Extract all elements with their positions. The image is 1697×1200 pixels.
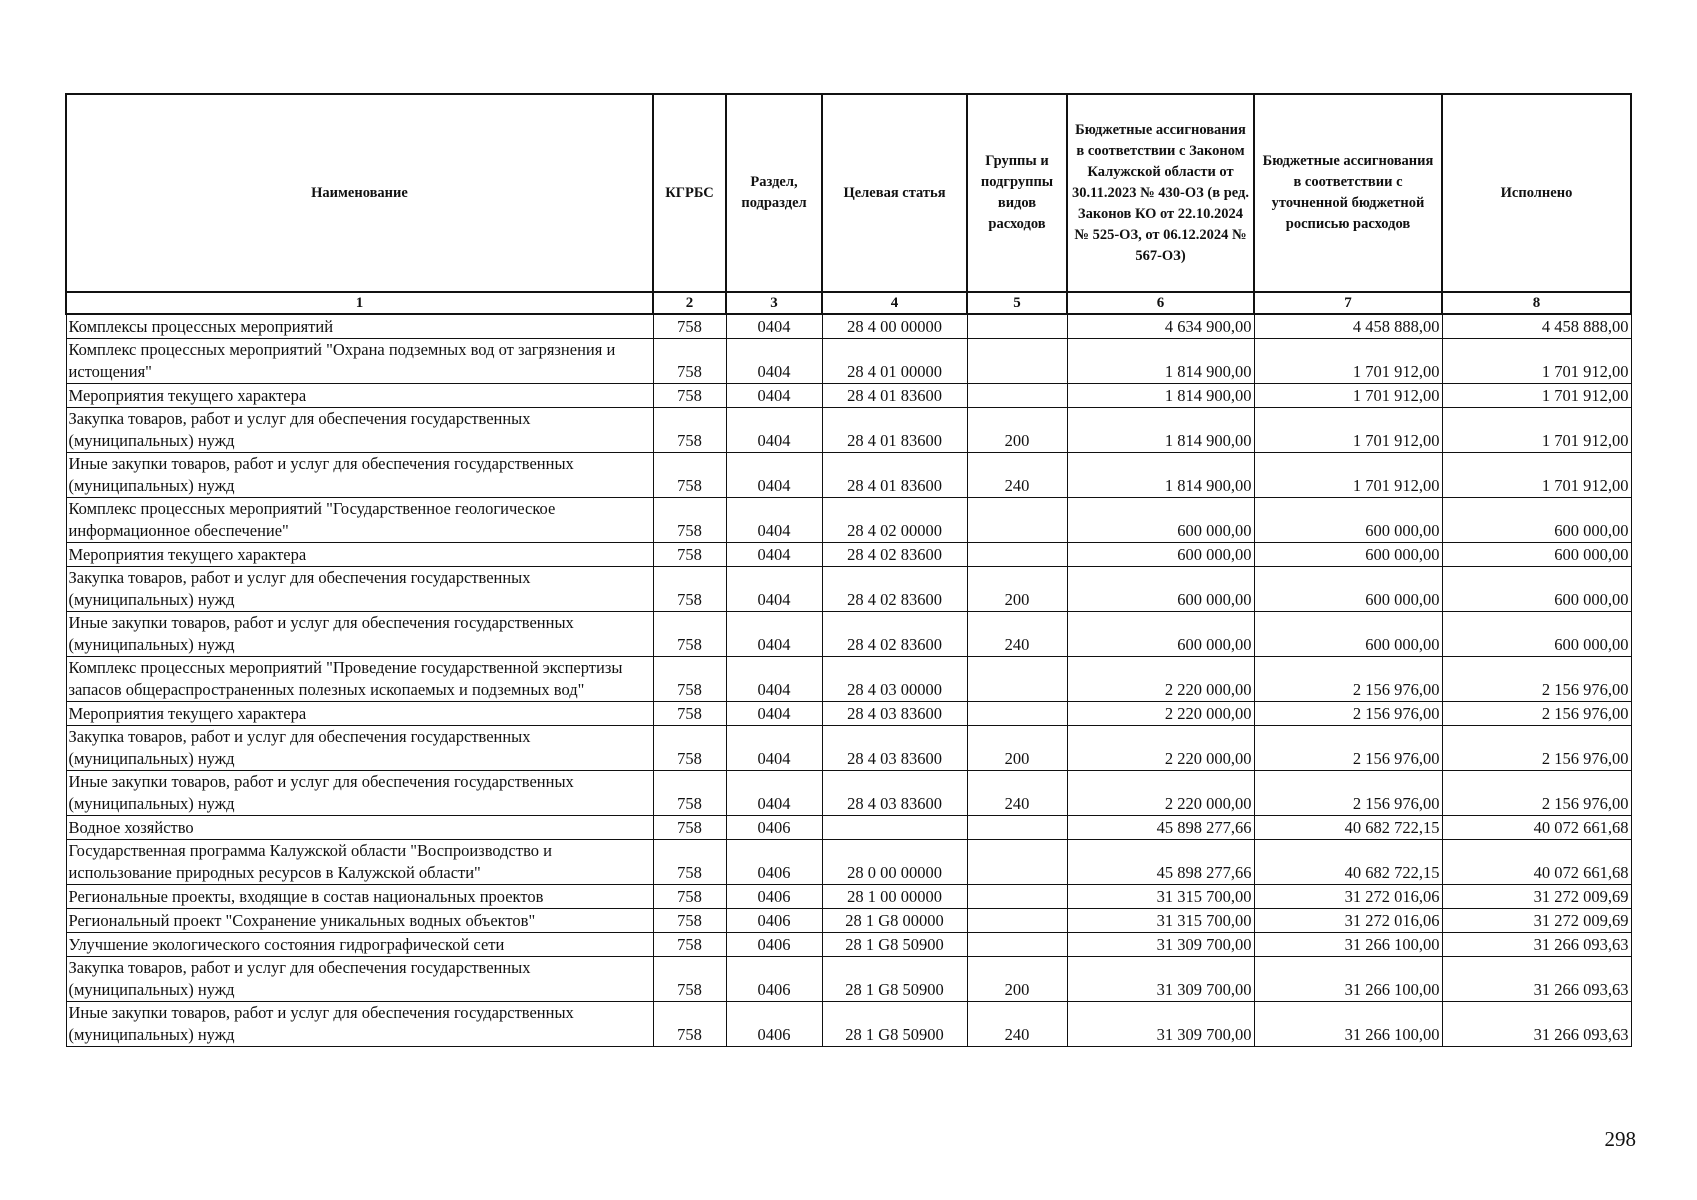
row-name: Комплекс процессных мероприятий "Государственное геологическое информационное обеспечение": [66, 497, 653, 542]
header-law: Бюджетные ассигнования в соответствии с Законом Калужской области от 30.11.2023 № 430-ОЗ (в ред. Законов КО от 22.10.2024 № 525-ОЗ, от 06.12.2024 № 567-ОЗ): [1067, 94, 1254, 292]
row-group: [967, 497, 1067, 542]
row-refined-amount: 2 156 976,00: [1254, 701, 1442, 725]
row-name: Государственная программа Калужской области "Воспроизводство и использование природных ресурсов в Калужской области": [66, 839, 653, 884]
row-name: Улучшение экологического состояния гидрографической сети: [66, 932, 653, 956]
row-group: [967, 839, 1067, 884]
row-law-amount: 4 634 900,00: [1067, 314, 1254, 338]
row-refined-amount: 2 156 976,00: [1254, 770, 1442, 815]
row-target: 28 4 01 83600: [822, 383, 967, 407]
row-kgrbs: 758: [653, 701, 726, 725]
row-refined-amount: 1 701 912,00: [1254, 338, 1442, 383]
row-name: Иные закупки товаров, работ и услуг для обеспечения государственных (муниципальных) нужд: [66, 770, 653, 815]
row-section: 0406: [726, 1001, 822, 1046]
row-group: 240: [967, 611, 1067, 656]
row-name: Мероприятия текущего характера: [66, 542, 653, 566]
row-section: 0406: [726, 908, 822, 932]
row-section: 0404: [726, 770, 822, 815]
table-row: [66, 611, 1631, 656]
row-kgrbs: 758: [653, 1001, 726, 1046]
row-group: 200: [967, 566, 1067, 611]
column-number: 8: [1442, 292, 1631, 314]
row-name: Закупка товаров, работ и услуг для обеспечения государственных (муниципальных) нужд: [66, 956, 653, 1001]
row-target: [822, 815, 967, 839]
row-name: Закупка товаров, работ и услуг для обеспечения государственных (муниципальных) нужд: [66, 725, 653, 770]
row-kgrbs: 758: [653, 839, 726, 884]
row-group: [967, 908, 1067, 932]
row-target: 28 4 02 83600: [822, 566, 967, 611]
row-law-amount: 2 220 000,00: [1067, 656, 1254, 701]
row-target: 28 4 03 83600: [822, 725, 967, 770]
row-refined-amount: 2 156 976,00: [1254, 725, 1442, 770]
row-kgrbs: 758: [653, 656, 726, 701]
table-row: [66, 884, 1631, 908]
row-name: Иные закупки товаров, работ и услуг для обеспечения государственных (муниципальных) нужд: [66, 452, 653, 497]
column-number: 1: [66, 292, 653, 314]
row-target: 28 1 G8 50900: [822, 1001, 967, 1046]
table-row: [66, 497, 1631, 542]
row-group: 200: [967, 956, 1067, 1001]
row-refined-amount: 600 000,00: [1254, 566, 1442, 611]
table-row: [66, 656, 1631, 701]
row-name: Комплексы процессных мероприятий: [66, 314, 653, 338]
row-kgrbs: 758: [653, 314, 726, 338]
row-refined-amount: 1 701 912,00: [1254, 383, 1442, 407]
column-number: 3: [726, 292, 822, 314]
table-row: [66, 932, 1631, 956]
row-target: 28 4 02 83600: [822, 611, 967, 656]
row-group: [967, 656, 1067, 701]
row-refined-amount: 40 682 722,15: [1254, 815, 1442, 839]
row-executed-amount: 600 000,00: [1442, 611, 1631, 656]
row-section: 0406: [726, 932, 822, 956]
row-executed-amount: 31 272 009,69: [1442, 884, 1631, 908]
row-law-amount: 2 220 000,00: [1067, 701, 1254, 725]
row-kgrbs: 758: [653, 383, 726, 407]
row-law-amount: 31 309 700,00: [1067, 932, 1254, 956]
row-law-amount: 31 315 700,00: [1067, 908, 1254, 932]
row-executed-amount: 40 072 661,68: [1442, 839, 1631, 884]
row-group: [967, 338, 1067, 383]
row-executed-amount: 2 156 976,00: [1442, 701, 1631, 725]
row-executed-amount: 600 000,00: [1442, 497, 1631, 542]
header-section: Раздел, подраздел: [726, 94, 822, 292]
row-section: 0406: [726, 839, 822, 884]
row-group: [967, 932, 1067, 956]
row-executed-amount: 2 156 976,00: [1442, 656, 1631, 701]
row-refined-amount: 600 000,00: [1254, 497, 1442, 542]
row-section: 0406: [726, 884, 822, 908]
header-name: Наименование: [66, 94, 653, 292]
row-section: 0404: [726, 542, 822, 566]
row-law-amount: 31 309 700,00: [1067, 1001, 1254, 1046]
row-section: 0404: [726, 611, 822, 656]
row-target: 28 1 G8 50900: [822, 956, 967, 1001]
row-kgrbs: 758: [653, 908, 726, 932]
row-target: 28 4 01 83600: [822, 407, 967, 452]
table-row: [66, 839, 1631, 884]
row-law-amount: 31 309 700,00: [1067, 956, 1254, 1001]
row-section: 0404: [726, 383, 822, 407]
row-section: 0404: [726, 566, 822, 611]
table-row: [66, 383, 1631, 407]
header-target: Целевая статья: [822, 94, 967, 292]
row-target: 28 4 01 00000: [822, 338, 967, 383]
row-executed-amount: 31 266 093,63: [1442, 932, 1631, 956]
row-refined-amount: 600 000,00: [1254, 611, 1442, 656]
row-executed-amount: 1 701 912,00: [1442, 383, 1631, 407]
row-name: Иные закупки товаров, работ и услуг для обеспечения государственных (муниципальных) нужд: [66, 1001, 653, 1046]
header-executed: Исполнено: [1442, 94, 1631, 292]
column-number: 6: [1067, 292, 1254, 314]
header-row: [66, 94, 1631, 292]
row-section: 0404: [726, 407, 822, 452]
row-executed-amount: 31 266 093,63: [1442, 956, 1631, 1001]
row-executed-amount: 40 072 661,68: [1442, 815, 1631, 839]
table-row: [66, 725, 1631, 770]
row-law-amount: 600 000,00: [1067, 611, 1254, 656]
table-row: [66, 452, 1631, 497]
column-number: 7: [1254, 292, 1442, 314]
row-refined-amount: 1 701 912,00: [1254, 407, 1442, 452]
row-group: [967, 701, 1067, 725]
row-name: Закупка товаров, работ и услуг для обеспечения государственных (муниципальных) нужд: [66, 566, 653, 611]
row-refined-amount: 31 266 100,00: [1254, 1001, 1442, 1046]
row-kgrbs: 758: [653, 566, 726, 611]
row-law-amount: 1 814 900,00: [1067, 338, 1254, 383]
row-law-amount: 600 000,00: [1067, 497, 1254, 542]
row-target: 28 1 G8 50900: [822, 932, 967, 956]
row-law-amount: 600 000,00: [1067, 566, 1254, 611]
row-kgrbs: 758: [653, 452, 726, 497]
row-executed-amount: 1 701 912,00: [1442, 452, 1631, 497]
row-kgrbs: 758: [653, 611, 726, 656]
table-row: [66, 701, 1631, 725]
row-target: 28 4 00 00000: [822, 314, 967, 338]
table-row: [66, 338, 1631, 383]
row-target: 28 4 02 83600: [822, 542, 967, 566]
row-section: 0404: [726, 338, 822, 383]
row-executed-amount: 31 266 093,63: [1442, 1001, 1631, 1046]
row-law-amount: 31 315 700,00: [1067, 884, 1254, 908]
row-law-amount: 45 898 277,66: [1067, 815, 1254, 839]
row-refined-amount: 31 266 100,00: [1254, 956, 1442, 1001]
row-kgrbs: 758: [653, 770, 726, 815]
row-refined-amount: 2 156 976,00: [1254, 656, 1442, 701]
row-executed-amount: 600 000,00: [1442, 566, 1631, 611]
row-section: 0406: [726, 956, 822, 1001]
row-kgrbs: 758: [653, 725, 726, 770]
row-group: 200: [967, 407, 1067, 452]
row-group: 240: [967, 770, 1067, 815]
row-name: Закупка товаров, работ и услуг для обеспечения государственных (муниципальных) нужд: [66, 407, 653, 452]
row-group: 240: [967, 1001, 1067, 1046]
row-section: 0404: [726, 452, 822, 497]
row-target: 28 4 03 83600: [822, 770, 967, 815]
row-group: [967, 383, 1067, 407]
row-kgrbs: 758: [653, 542, 726, 566]
row-refined-amount: 4 458 888,00: [1254, 314, 1442, 338]
row-target: 28 4 02 00000: [822, 497, 967, 542]
header-refined: Бюджетные ассигнования в соответствии с уточненной бюджетной росписью расходов: [1254, 94, 1442, 292]
row-refined-amount: 600 000,00: [1254, 542, 1442, 566]
row-section: 0404: [726, 701, 822, 725]
row-group: [967, 884, 1067, 908]
row-group: 200: [967, 725, 1067, 770]
row-target: 28 4 01 83600: [822, 452, 967, 497]
row-law-amount: 1 814 900,00: [1067, 407, 1254, 452]
row-section: 0404: [726, 497, 822, 542]
row-section: 0404: [726, 314, 822, 338]
table-row: [66, 542, 1631, 566]
row-section: 0406: [726, 815, 822, 839]
row-name: Комплекс процессных мероприятий "Охрана подземных вод от загрязнения и истощения": [66, 338, 653, 383]
row-refined-amount: 31 272 016,06: [1254, 908, 1442, 932]
row-group: [967, 314, 1067, 338]
row-group: 240: [967, 452, 1067, 497]
row-executed-amount: 1 701 912,00: [1442, 338, 1631, 383]
row-section: 0404: [726, 656, 822, 701]
row-kgrbs: 758: [653, 956, 726, 1001]
table-row: [66, 314, 1631, 338]
row-law-amount: 600 000,00: [1067, 542, 1254, 566]
row-refined-amount: 31 272 016,06: [1254, 884, 1442, 908]
row-refined-amount: 31 266 100,00: [1254, 932, 1442, 956]
row-kgrbs: 758: [653, 338, 726, 383]
row-kgrbs: 758: [653, 497, 726, 542]
table-row: [66, 908, 1631, 932]
row-name: Иные закупки товаров, работ и услуг для обеспечения государственных (муниципальных) нужд: [66, 611, 653, 656]
row-name: Региональные проекты, входящие в состав национальных проектов: [66, 884, 653, 908]
row-executed-amount: 2 156 976,00: [1442, 725, 1631, 770]
table-row: [66, 815, 1631, 839]
table-row: [66, 770, 1631, 815]
budget-table: [65, 93, 1632, 1047]
header-kgrbs: КГРБС: [653, 94, 726, 292]
row-name: Региональный проект "Сохранение уникальных водных объектов": [66, 908, 653, 932]
row-kgrbs: 758: [653, 932, 726, 956]
row-executed-amount: 31 272 009,69: [1442, 908, 1631, 932]
row-executed-amount: 600 000,00: [1442, 542, 1631, 566]
row-refined-amount: 40 682 722,15: [1254, 839, 1442, 884]
column-number: 5: [967, 292, 1067, 314]
table-row: [66, 956, 1631, 1001]
row-kgrbs: 758: [653, 407, 726, 452]
page-number: 298: [1604, 1127, 1636, 1151]
row-kgrbs: 758: [653, 884, 726, 908]
row-name: Комплекс процессных мероприятий "Проведение государственной экспертизы запасов общераспространенных полезных ископаемых и подземных вод": [66, 656, 653, 701]
column-number: 4: [822, 292, 967, 314]
table-row: [66, 407, 1631, 452]
row-refined-amount: 1 701 912,00: [1254, 452, 1442, 497]
row-target: 28 4 03 00000: [822, 656, 967, 701]
row-section: 0404: [726, 725, 822, 770]
row-law-amount: 45 898 277,66: [1067, 839, 1254, 884]
column-number-row: [66, 292, 1631, 314]
row-executed-amount: 4 458 888,00: [1442, 314, 1631, 338]
row-group: [967, 815, 1067, 839]
row-target: 28 4 03 83600: [822, 701, 967, 725]
row-executed-amount: 2 156 976,00: [1442, 770, 1631, 815]
column-number: 2: [653, 292, 726, 314]
row-law-amount: 2 220 000,00: [1067, 725, 1254, 770]
row-group: [967, 542, 1067, 566]
row-law-amount: 1 814 900,00: [1067, 383, 1254, 407]
row-target: 28 0 00 00000: [822, 839, 967, 884]
row-law-amount: 1 814 900,00: [1067, 452, 1254, 497]
row-name: Мероприятия текущего характера: [66, 701, 653, 725]
row-target: 28 1 00 00000: [822, 884, 967, 908]
row-name: Водное хозяйство: [66, 815, 653, 839]
table-row: [66, 566, 1631, 611]
row-name: Мероприятия текущего характера: [66, 383, 653, 407]
header-groups: Группы и подгруппы видов расходов: [967, 94, 1067, 292]
table-row: [66, 1001, 1631, 1046]
row-target: 28 1 G8 00000: [822, 908, 967, 932]
row-kgrbs: 758: [653, 815, 726, 839]
row-executed-amount: 1 701 912,00: [1442, 407, 1631, 452]
row-law-amount: 2 220 000,00: [1067, 770, 1254, 815]
